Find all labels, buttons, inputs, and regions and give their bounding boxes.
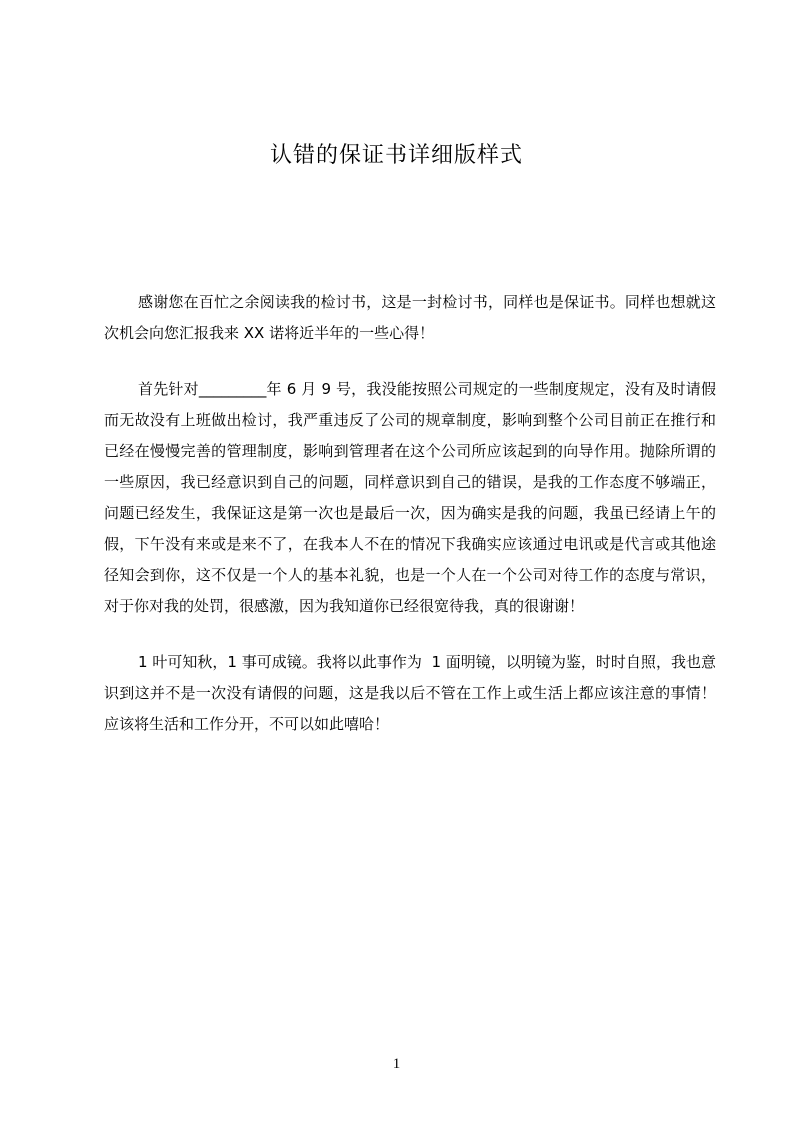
paragraph-3: 1 叶可知秋，1 事可成镜。我将以此事作为 1 面明镜，以明镜为鉴，时时自照，我也意识到这并不是一次没有请假的问题，这是我以后不管在工作上或生活上都应该注意的事情！应该将生活和工作分开，不可以如此嘻哈！ [104, 653, 716, 733]
document-title: 认错的保证书详细版样式 [269, 143, 523, 168]
document-body [104, 287, 716, 765]
paragraph-2: 首先针对_________年 6 月 9 号，我没能按照公司规定的一些制度规定，没有及时请假而无故没有上班做出检讨，我严重违反了公司的规章制度，影响到整个公司目前正在推行和已经在慢慢完善的管理制度，影响到管理者在这个公司所应该起到的向导作用。抛除所谓的一些原因，我已经意识到自己的问题，同样意识到自己的错误，是我的工作态度不够端正，问题已经发生，我保证这是第一次也是最后一次，因为确实是我的问题，我虽已经请上午的假，下午没有来或是来不了，在我本人不在的情况下我确实应该通过电讯或是代言或其他途径知会到你，这不仅是一个人的基本礼貌，也是一个人在一个公司对待工作的态度与常识，对于你对我的处罚，很感激，因为我知道你已经很宽待我，真的很谢谢！ [104, 380, 716, 615]
paragraph-1: 感谢您在百忙之余阅读我的检讨书，这是一封检讨书，同样也是保证书。同样也想就这次机会向您汇报我来 XX 诺将近半年的一些心得！ [104, 293, 716, 342]
page-number: 1 [392, 1056, 401, 1072]
